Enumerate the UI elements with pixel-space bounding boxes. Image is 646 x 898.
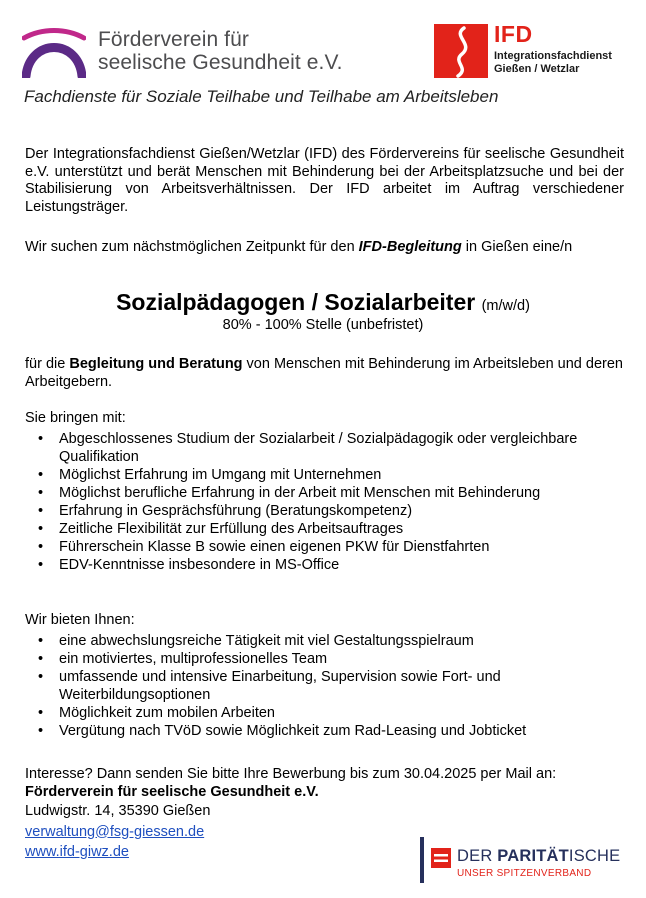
list-item: • umfassende und intensive Einarbeitung, Supervision sowie Fort- und Weiterbildungsoptionen	[38, 669, 501, 703]
bullet-icon: •	[38, 633, 44, 649]
list-item: • Möglichkeit zum mobilen Arbeiten	[38, 705, 275, 721]
fsg-logo-line1: Förderverein für	[98, 28, 249, 51]
ifd-logo-subtitle	[494, 50, 612, 76]
paritaet-name: DER PARITÄTISCHE	[457, 847, 621, 865]
ifd-logo-title: IFD	[494, 21, 533, 47]
search-paragraph	[25, 239, 624, 257]
offers-heading: Wir bieten Ihnen:	[25, 612, 135, 628]
job-title-text: Sozialpädagogen / Sozialarbeiter	[116, 289, 476, 315]
bullet-icon: •	[38, 539, 44, 555]
paritaet-equals-icon	[431, 848, 451, 868]
fsg-logo-line2: seelische Gesundheit e.V.	[98, 51, 343, 74]
purpose-bold: Begleitung und Beratung	[69, 356, 243, 372]
ifd-logo-mark	[434, 24, 488, 78]
list-item: • Möglichst berufliche Erfahrung in der Arbeit mit Menschen mit Behinderung	[38, 485, 541, 501]
fsg-logo-text	[98, 28, 343, 74]
list-item: • Erfahrung in Gesprächsführung (Beratungskompetenz)	[38, 503, 413, 519]
website-link[interactable]: www.ifd-giwz.de	[25, 844, 129, 860]
requirements-heading: Sie bringen mit:	[25, 410, 126, 426]
paritaet-bar-icon	[420, 837, 424, 883]
bullet-icon: •	[38, 503, 44, 519]
list-item: • Abgeschlossenes Studium der Sozialarbeit / Sozialpädagogik oder vergleichbare Qualifikation	[38, 431, 578, 465]
ifd-swirl-icon	[434, 24, 488, 78]
fsg-logo-icon	[22, 26, 86, 78]
list-item: • eine abwechslungsreiche Tätigkeit mit viel Gestaltungsspielraum	[38, 633, 474, 649]
email-link[interactable]: verwaltung@fsg-giessen.de	[25, 823, 205, 840]
requirements-list	[25, 430, 624, 574]
bullet-icon: •	[38, 467, 44, 483]
list-item: • Führerschein Klasse B sowie einen eigenen PKW für Dienstfahrten	[38, 539, 490, 555]
list-item: • ein motiviertes, multiprofessionelles Team	[38, 651, 328, 667]
bullet-icon: •	[38, 557, 44, 573]
search-prefix: Wir suchen zum nächstmöglichen Zeitpunkt für den	[25, 239, 359, 255]
purpose-paragraph	[25, 356, 624, 391]
ifd-logo-sub1: Integrationsfachdienst	[494, 50, 612, 62]
job-title	[0, 289, 646, 316]
bullet-icon: •	[38, 431, 44, 447]
ifd-logo	[434, 21, 634, 80]
intro-paragraph: Der Integrationsfachdienst Gießen/Wetzlar (IFD) des Fördervereins für seelische Gesundheit e.V. unterstützt und berät Menschen mit Behinderung bei der Arbeitsplatzsuche und bei der Stabilisierung von Arbeitsverhältnissen. Der IFD arbeitet im Auftrag verschiedener Leistungsträger.	[25, 146, 624, 215]
job-gender: (m/w/d)	[481, 298, 530, 314]
search-suffix: in Gießen eine/n	[461, 239, 573, 255]
list-item: • Vergütung nach TVöD sowie Möglichkeit zum Rad-Leasing und Jobticket	[38, 723, 527, 739]
job-subtitle: 80% - 100% Stelle (unbefristet)	[222, 317, 424, 333]
list-item: • Zeitliche Flexibilität zur Erfüllung des Arbeitsauftrages	[38, 521, 404, 537]
contact-line: Interesse? Dann senden Sie bitte Ihre Bewerbung bis zum 30.04.2025 per Mail an:	[25, 766, 557, 782]
bullet-icon: •	[38, 669, 44, 685]
paritaet-subtitle: UNSER SPITZENVERBAND	[457, 868, 592, 879]
search-role: IFD-Begleitung	[358, 239, 462, 255]
list-item: • Möglichst Erfahrung im Umgang mit Unternehmen	[38, 467, 382, 483]
list-item: • EDV-Kenntnisse insbesondere in MS-Office	[38, 557, 340, 573]
purpose-prefix: für die	[25, 356, 70, 372]
bullet-icon: •	[38, 521, 44, 537]
tagline: Fachdienste für Soziale Teilhabe und Teilhabe am Arbeitsleben	[24, 87, 499, 106]
bullet-icon: •	[38, 723, 44, 739]
fsg-logo	[22, 24, 352, 80]
contact-address: Ludwigstr. 14, 35390 Gießen	[25, 803, 211, 819]
bullet-icon: •	[38, 485, 44, 501]
ifd-logo-sub2: Gießen / Wetzlar	[494, 63, 580, 75]
bullet-icon: •	[38, 651, 44, 667]
paritaet-logo	[420, 837, 632, 883]
purpose-suffix: von Menschen mit Behinderung im Arbeitsleben und deren Arbeitgebern.	[25, 356, 623, 390]
contact-org: Förderverein für seelische Gesundheit e.V.	[25, 783, 319, 800]
offers-list	[25, 632, 624, 740]
bullet-icon: •	[38, 705, 44, 721]
